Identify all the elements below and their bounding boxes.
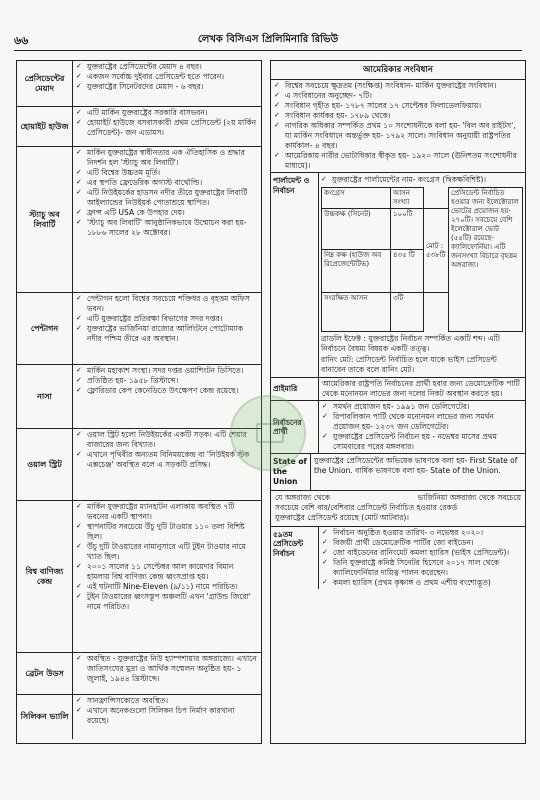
bullet-item — [76, 522, 258, 542]
bullet-item — [76, 178, 258, 188]
senate-cell: উচ্চকক্ষ (সিনেট) — [322, 209, 391, 250]
check-icon: ✓ — [322, 577, 328, 586]
header-title: লেখক বিসিএস প্রিলিমিনারি রিভিউ — [197, 34, 339, 45]
bullet-text: বিশ্বের সবচেয়ে ক্ষুদ্রতম (সংক্ষিপ্ত) সংবিধান- মার্কিন যুক্তরাষ্ট্রের সংবিধান। — [285, 81, 497, 90]
bullet-item — [76, 324, 258, 344]
left-row — [17, 695, 261, 739]
record-line2: সবচেয়ে বেশি বার/বেশিবার প্রেসিডেন্ট নির্বাচিত হওয়ার রেকর্ড — [275, 502, 458, 512]
bullet-item — [76, 502, 258, 522]
sotu-text: যুক্তরাষ্ট্রের প্রেসিডেন্টের অভিষেক ভাষণকে বলা হয়- First State of the Union. বার্ষিক ভাষণকে বলা হয়- State of the Union. — [314, 456, 518, 476]
bullet-text: স্থাপনাটির সবচেয়ে উঁচু দুটি টাওয়ার ১১০ তলা বিশিষ্ট ছিল। — [87, 522, 245, 542]
bullet-text: উঁচু দুটি টাওয়ারের নামানুসারে এটি টুইন টাওয়ার নামে খ্যাত ছিল। — [87, 542, 246, 562]
election-59-section — [271, 527, 525, 589]
bullet-item — [76, 450, 258, 470]
bullet-item — [322, 548, 522, 558]
check-icon: ✓ — [274, 91, 280, 100]
bullet-text: এটি যুক্তরাষ্ট্রের প্রতিরক্ষা বিভাগের সদর দপ্তর। — [87, 314, 223, 324]
record-line1-a: যে অঙ্গরাজ্য থেকে — [275, 492, 330, 502]
check-icon: ✓ — [76, 118, 82, 127]
check-icon: ✓ — [76, 562, 82, 571]
bullet-item — [76, 376, 258, 386]
check-icon: ✓ — [321, 175, 327, 184]
constitution-list — [271, 80, 525, 172]
candidate-heading: নির্বাচনের প্রার্থী — [271, 401, 319, 453]
congress-col-head: কংগ্রেস — [322, 188, 391, 209]
congress-intro-item — [321, 175, 523, 185]
left-row — [17, 293, 261, 365]
left-row — [17, 107, 261, 147]
bullet-text: নির্বাচন অনুষ্ঠিত হওয়ার তারিখ- ৩ নভেম্বর ২০২০। — [333, 527, 484, 537]
left-column — [16, 60, 262, 744]
bullet-text: 'স্ট্যাচু অব লিবার্টি' আনুষ্ঠানিকভাবে উন্মোচন করা হয়- ১৮৮৬ সালের ২৮ অক্টোবর। — [87, 218, 247, 238]
bullet-item — [76, 592, 258, 612]
bullet-text: বিজয়ী প্রার্থী ডেমোক্রেটিক পার্টির জো বাইডেন। — [333, 537, 474, 547]
record-line3: যুক্তরাষ্ট্রের প্রেসিডেন্ট রয়েছে (মোট আটবার)। — [275, 512, 409, 522]
check-icon: ✓ — [322, 402, 328, 411]
left-row-body — [73, 61, 261, 106]
check-icon: ✓ — [274, 121, 280, 130]
bullet-text: একজন সর্বোচ্চ দুইবার প্রেসিডেন্ট হতে পারেন। — [87, 72, 225, 82]
constitution-section — [271, 61, 525, 173]
bullet-item — [76, 72, 258, 82]
bullet-text: ফ্রান্স এটি USA কে উপহার দেয়। — [87, 208, 185, 218]
check-icon: ✓ — [76, 706, 82, 715]
electoral-note: প্রেসিডেন্ট নির্বাচিত হওয়ার জন্য ইলেক্টোরাল ভোটের প্রয়োজন হয়- ২৭০টি। সবচেয়ে বেশি ইলেক্টোরাল ভোট (৫৫টি) রয়েছে- ক্যালিফোর্নিয়া। এটি জনসংখ্যা বিচারে বৃহত্তম অঙ্গরাজ্য। — [449, 188, 523, 332]
left-row-body — [73, 695, 261, 739]
check-icon: ✓ — [322, 412, 328, 421]
left-row-heading: নাসা — [17, 365, 73, 428]
bullet-item — [76, 148, 258, 168]
check-icon: ✓ — [76, 314, 82, 323]
bullet-text: সানফ্রান্সিসকোতে অবস্থিত। — [87, 696, 169, 705]
left-row-body — [73, 147, 261, 292]
bullet-text: টুইন টাওয়ারের ধ্বংসস্তূপ অঞ্চলটি এখন 'গ্রাউন্ড জিরো' নামে পরিচিত। — [87, 592, 251, 612]
check-icon: ✓ — [76, 582, 82, 591]
bullet-item — [274, 111, 522, 121]
library-watermark-logo — [230, 395, 306, 471]
house-cell: নিম্ন কক্ষ (হাউজ অব রিপ্রেজেন্টেটিভ) — [322, 250, 391, 293]
bullet-text: মার্কিন মহাকাশ সংস্থা। সদর দপ্তর ওয়াশিংটন ডিসিতে। — [87, 366, 244, 375]
congress-heading: পার্লামেন্ট ও নির্বাচন — [271, 173, 319, 377]
senate-seats: ১০০টি — [391, 209, 424, 250]
left-row-body — [73, 501, 261, 652]
bullet-item — [322, 538, 522, 548]
check-icon: ✓ — [76, 62, 82, 70]
bullet-item — [76, 542, 258, 562]
check-icon: ✓ — [76, 82, 82, 91]
left-row-heading: ব্রেটন উডস — [17, 653, 73, 694]
left-row-body — [73, 107, 261, 146]
left-row-body — [73, 293, 261, 364]
bullet-text: সমর্থন প্রয়োজন হয়- ১৯৯১ জন ডেলিগেটের। — [333, 402, 470, 412]
bullet-item — [322, 402, 522, 412]
bullet-text: এর স্থপতি ফ্রেডেরিক অগাস্ট বার্থোল্ডি। — [87, 178, 203, 188]
page-number: ৬৬ — [14, 34, 29, 47]
primary-heading: প্রাইমারি — [271, 378, 319, 400]
record-line1-b: ভার্জিনিয়া অঙ্গরাজ্য থেকে সবচেয়ে — [417, 492, 521, 502]
running-mate: রানিং মেট: প্রেসিডেন্ট নির্বাচিত হলে যাকে ভাইস প্রেসিডেন্ট বানাবেন তাকে বলে রানিং মেট। — [321, 355, 497, 375]
primary-section — [271, 378, 525, 401]
bullet-item — [76, 294, 258, 314]
sotu-heading: State of the Union — [271, 454, 311, 489]
bullet-text: যুক্তরাষ্ট্রের প্রেসিডেন্টের মেয়াদ ৪ বছর। — [87, 62, 202, 71]
page-header — [14, 30, 522, 51]
bullet-text: এই ঘটনাটি Nine-Eleven (৯/১১) নামে পরিচিত। — [87, 582, 238, 592]
check-icon: ✓ — [76, 218, 82, 227]
bullet-item — [76, 168, 258, 178]
bullet-item — [322, 578, 522, 588]
left-row-heading: পেন্টাগন — [17, 293, 73, 364]
bullet-item — [76, 188, 258, 208]
congress-intro: যুক্তরাষ্ট্রের পার্লামেন্টের নাম- কংগ্রেস (দ্বিকক্ষবিশিষ্ট)। — [332, 175, 487, 185]
left-row — [17, 429, 261, 501]
constitution-title: আমেরিকার সংবিধান — [271, 61, 525, 80]
bullet-item — [274, 151, 522, 171]
check-icon: ✓ — [76, 430, 82, 438]
bullet-text: এখানে পৃথিবীর অন্যতম বিনিময়কেন্দ্র বা 'নিউইয়র্ক স্টক এক্সচেঞ্জ' অবস্থিত বলে এ সড়কটি প্রসিদ্ধ। — [87, 450, 250, 470]
bullet-text: পেন্টাগন হলো বিশ্বের সবচেয়ে শক্তিধর ও বৃহত্তম অফিস ভবন। — [87, 294, 250, 314]
bullet-text: প্রতিষ্ঠিত হয়- ১৯৫৮ খ্রিস্টাব্দে। — [87, 376, 179, 386]
reserved-seats: ৩টি — [391, 293, 424, 332]
bullet-text: এ সংবিধানের অনুচ্ছেদ- ৭টি। — [285, 91, 372, 101]
election-59-list — [319, 527, 525, 589]
check-icon: ✓ — [322, 547, 328, 556]
check-icon: ✓ — [76, 324, 82, 333]
bullet-text: এটি মার্কিন যুক্তরাষ্ট্রের সরকারি বাসভবন। — [87, 108, 208, 117]
left-row-heading: প্রেসিডেন্টের মেয়াদ — [17, 61, 73, 106]
bullet-text: রিপাবলিকান পার্টি থেকে মনোনয়ন লাভের জন্য সমর্থন প্রয়োজন হয়- ১২৩৭ জন ডেলিগেটের। — [333, 412, 494, 432]
check-icon: ✓ — [322, 557, 328, 566]
bullet-item — [76, 208, 258, 218]
check-icon: ✓ — [76, 294, 82, 302]
bullet-text: ২০০১ সালের ১১ সেপ্টেম্বর আল কায়েদার বিমান হামলায় বিশ্ব বাণিজ্য কেন্দ্র ধ্বংসপ্রাপ্ত হয়। — [87, 562, 234, 582]
check-icon: ✓ — [322, 537, 328, 546]
bullet-text: হোয়াইট হাউজে বসবাসকারী প্রথম প্রেসিডেন্ট (২য় মার্কিন প্রেসিডেন্ট)- জন এডামস। — [87, 118, 257, 138]
bullet-text: মার্কিন যুক্তরাষ্ট্রের স্বাধীনতার এক ঐতিহাসিক ও শ্রদ্ধার নিদর্শন হল 'স্ট্যাচু অব লিবার্টি'। — [87, 148, 245, 168]
left-row-body — [73, 653, 261, 694]
bullet-item — [76, 218, 258, 238]
check-icon: ✓ — [274, 111, 280, 120]
bullet-item — [76, 696, 258, 706]
bullet-text: সংবিধান কার্যকর হয়- ১৭৮৯ থেকে। — [285, 111, 391, 121]
candidate-section — [271, 401, 525, 454]
bullet-item — [76, 366, 258, 376]
check-icon: ✓ — [76, 108, 82, 116]
house-seats: ৪৩৫ টি — [391, 250, 424, 293]
bullet-text: এটি নিউইয়র্কের হাডসন নদীর তীরে যুক্তরাষ্ট্রের লিবার্টি আইল্যান্ডের নিউইয়র্ক পোতাশ্রয়ে স্থাপিত। — [87, 188, 248, 208]
sotu-section — [271, 454, 525, 490]
left-row-heading: বিশ্ব বাণিজ্য কেন্দ্র — [17, 501, 73, 652]
bullet-item — [76, 108, 258, 118]
bullet-item — [76, 386, 258, 396]
check-icon: ✓ — [76, 72, 82, 81]
check-icon: ✓ — [76, 522, 82, 531]
check-icon: ✓ — [76, 542, 82, 551]
check-icon: ✓ — [274, 81, 280, 89]
check-icon: ✓ — [274, 101, 280, 110]
bullet-text: যুক্তরাষ্ট্রের প্রেসিডেন্ট নির্বাচন হয় - নভেম্বর মাসের প্রথম সোমবারের পরের মঙ্গলবার। — [333, 432, 497, 452]
check-icon: ✓ — [76, 148, 82, 156]
bullet-item — [322, 412, 522, 432]
bullet-text: মার্কিন যুক্তরাষ্ট্রের ম্যানহাটন এলাকায় অবস্থিত ৭টি ভবনের একটি স্থাপনা। — [87, 502, 235, 522]
bullet-item — [322, 432, 522, 452]
left-row — [17, 365, 261, 429]
right-column — [270, 60, 526, 744]
left-row — [17, 653, 261, 695]
bullet-item — [274, 101, 522, 111]
bullet-item — [274, 81, 522, 91]
bullet-text: আমেরিকায় নারীর ভোটাধিকার স্বীকৃত হয়- ১৯২০ সালে (ঊনিশতম সংশোধনীর মাধ্যমে)। — [285, 151, 517, 171]
bullet-text: জো বাইডেনের রানিংমেট কমলা হ্যারিস (ভাইস প্রেসিডেন্ট)। — [333, 547, 510, 557]
bullet-item — [76, 706, 258, 726]
check-icon: ✓ — [76, 208, 82, 217]
bullet-text: কমলা হ্যারিস (প্রথম কৃষ্ণাঙ্গ ও প্রথম এশীয় বংশোদ্ভূত) — [333, 577, 491, 587]
left-row-heading: হোয়াইট হাউজ — [17, 107, 73, 146]
check-icon: ✓ — [76, 376, 82, 385]
check-icon: ✓ — [76, 386, 82, 395]
bullet-item — [76, 118, 258, 138]
congress-table — [321, 187, 523, 332]
bullet-text: যুক্তরাষ্ট্রের ভার্জিনিয়া রাজ্যের আর্লিংটনে পোটোম্যাক নদীর পশ্চিম তীরে এর অবস্থান। — [87, 324, 244, 344]
check-icon: ✓ — [76, 450, 82, 459]
bullet-text: নাগরিক অধিকার সম্পর্কিত প্রথম ১০ সংশোধনীকে বলা হয়- 'বিল অব রাইটস', যা মার্কিন সংবিধানে অন্তর্ভুক্ত হয়- ১৭৯২ সালে। সংবিধান অনুযায়ী রাষ্ট্রপতির কার্যকাল- ৪ বছর। — [285, 121, 516, 151]
bullet-text: অবস্থিত - যুক্তরাষ্ট্রের নিউ হ্যাম্পশায়ার অঙ্গরাজ্যে। এখানে জাতিসংঘের মুদ্রা ও আর্থিক সম্মেলন অনুষ্ঠিত হয়- ১ জুলাই, ১৯৪৪ খ্রিস্টাব্দে। — [87, 654, 257, 684]
bullet-item — [76, 314, 258, 324]
bullet-text: যুক্তরাষ্ট্রের সিনেটরদের মেয়াদ - ৬ বছর। — [87, 82, 204, 92]
bullet-text: এটি বিশ্বের উচ্চতম মূর্তি। — [87, 168, 161, 178]
bullet-item — [274, 91, 522, 101]
check-icon: ✓ — [76, 502, 82, 510]
left-row-heading: স্ট্যাচু অব লিবার্টি — [17, 147, 73, 292]
bullet-item — [76, 62, 258, 72]
bullet-text: ফ্লোরিডার কেপ কেনেডিতে উৎক্ষেপণ কেন্দ্র রয়েছে। — [87, 386, 239, 396]
bullet-item — [322, 528, 522, 538]
check-icon: ✓ — [76, 178, 82, 187]
bullet-text: সংবিধান গৃহীত হয়- ১৭৮৭ সালের ১৭ সেপ্টেম্বর ফিলাডেলফিয়ায়। — [285, 101, 482, 111]
bradley-effect: ব্রাডলি ইফেক্ট : যুক্তরাষ্ট্রের নির্বাচন সম্পর্কিত একটি শব্দ। এটি নির্বাচনে বৈষম্য বিষয়ক একটি তত্ত্ব। — [321, 334, 500, 354]
check-icon: ✓ — [76, 696, 82, 704]
bullet-item — [322, 558, 522, 578]
left-row — [17, 147, 261, 293]
seat-col-head: আসন সংখ্যা — [391, 188, 424, 209]
bullet-item — [76, 582, 258, 592]
primary-text: আমেরিকার রাষ্ট্রপতি নির্বাচনের প্রার্থী হবার জন্য ডেমোক্রেটিক পার্টি থেকে মনোনয়ন লাভের জন্য দলের নিকট অবস্থান করতে হয়। — [322, 379, 520, 399]
candidate-list — [319, 401, 525, 453]
check-icon: ✓ — [76, 592, 82, 601]
check-icon: ✓ — [274, 151, 280, 160]
bullet-item — [274, 121, 522, 151]
bullet-text: এখানে অনেকগুলো সিলিকন চিপ নির্মাণ কারখানা রয়েছে। — [87, 706, 235, 726]
total-seats: মোট : ৫৩৮টি — [424, 209, 449, 293]
left-row-heading: সিলিকন ভ্যালি — [17, 695, 73, 739]
check-icon: ✓ — [76, 188, 82, 197]
check-icon: ✓ — [76, 366, 82, 374]
check-icon: ✓ — [76, 654, 82, 662]
left-row — [17, 501, 261, 653]
bullet-text: তিনি যুক্তরাষ্ট্রে কনিষ্ঠ সিনেটর হিসেবে ২০১৭ সাল থেকে ক্যালিফোর্নিয়ার দায়িত্ব পালন করেছেন। — [333, 557, 499, 577]
check-icon: ✓ — [322, 432, 328, 441]
bullet-item — [76, 562, 258, 582]
check-icon: ✓ — [322, 527, 328, 536]
record-section — [271, 491, 525, 527]
congress-section — [271, 173, 525, 378]
left-row-heading: ওয়াল স্ট্রিট — [17, 429, 73, 500]
bullet-text: ওয়াল স্ট্রিট হলো নিউইয়র্কের একটি সড়ক। এটি শেয়ার বাজারের জন্য বিখ্যাত। — [87, 430, 247, 450]
bullet-item — [76, 82, 258, 92]
election-59-heading: ৫৯তম প্রেসিডেন্ট নির্বাচন — [271, 527, 319, 589]
congress-body — [319, 173, 525, 377]
reserved-cell: সংরক্ষিত আসন — [322, 293, 391, 332]
left-row — [17, 61, 261, 107]
bullet-item — [76, 654, 258, 684]
check-icon: ✓ — [76, 168, 82, 177]
